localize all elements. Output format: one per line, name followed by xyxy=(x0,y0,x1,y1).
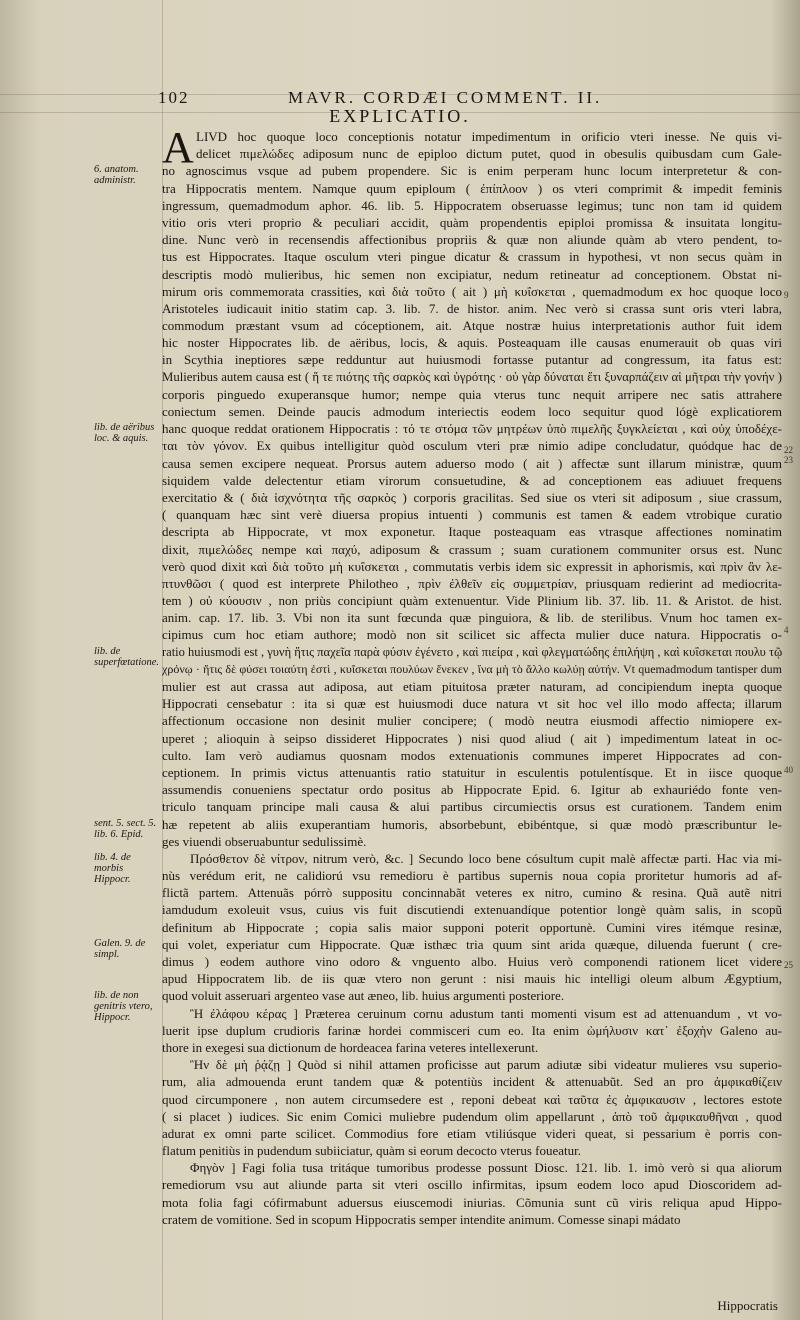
text-line: ται τὸν γόνον. Ex quibus intelligitur quòd osculum vteri præ nimio adipe concludatur, quódque hac de xyxy=(162,438,782,454)
text-line: coniectum semen. Deinde paucis admodum interiectis eodem loco sequitur quod lógè explicatiorem xyxy=(162,404,782,419)
text-line: adurat ex omni parte scilicet. Commodius fore etiam vtiliúsque videri queat, si pessarium è porris con- xyxy=(162,1125,782,1141)
text-line: descriptis modò mulieribus, hic semen non excipiatur, nedum retineatur ad conceptionem. Obstat ni- xyxy=(162,266,782,282)
margin-note: sent. 5. sect. 5. lib. 6. Epid. xyxy=(94,818,157,840)
text-line: luerit ipse duplum crudioris farinæ hordei commisceri cum eo. Ita enim ὠμήλυσιν κατ᾽ ἐξοχὴν Galeno au- xyxy=(162,1022,782,1038)
text-line: hanc quoque reddat orationem Hippocratis : τό τε στόμα τῶν μητρέων ὑπὸ πιμελῆς ξυγκλείεται , καὶ οὐχ ὑποδέχε- xyxy=(162,421,782,437)
edge-mark: 4 xyxy=(784,625,789,635)
text-line: mulier est aut crassa aut adiposa, aut etiam pituitosa præter naturam, ad concipiendum inepta quoque xyxy=(162,679,782,694)
text-line: Πρόσθετον δὲ νίτρον, nitrum verò, &c. ] Secundo loco bene cósultum cupit malè affectæ parti. Hac via mi- xyxy=(190,850,782,866)
text-line: ingressum, quemadmodum aphor. 46. lib. 5. Hippocratem obseruasse legimus; tunc non tam id quidem xyxy=(162,197,782,213)
text-line: Ἢν δὲ μὴ ῥᾴζῃ ] Quòd si nihil attamen proficisse aut parum adiutæ sibi videatur mulieres vsu superio- xyxy=(190,1057,782,1073)
text-line: χρόνῳ · ἥτις δὲ φύσει τοιαύτη ἐστὶ , κυΐσκεται πουλύων ἕνεκεν , ἵνα μὴ τὸ ἄλλο κωλύῃ αὐτήν. Vt quemadmodum tantisper dum xyxy=(162,661,782,676)
text-line: ( quanquam hæc sint verè diuersa propius intuenti ) communis est tamen & eadem vtrobique curatio xyxy=(162,507,782,523)
text-line: uperet ; alioquin à seipso dissideret Hippocrates ) nisi quod aliud ( ait ) impedimentum lateat in oc- xyxy=(162,730,782,746)
text-line: iamdudum exoleuit vsus, cuius vis fuit discutiendi extenuandíque potentior longè quàm salis, in scopũ xyxy=(162,902,782,918)
text-line: LIVD hoc quoque loco conceptionis notatur impedimentum in orificio vteri inesse. Ne quis vi- xyxy=(196,129,782,144)
text-line: verò quod dixit καὶ διὰ τοῦτο μὴ κυΐσκεται , commutatis verbis idem sic expressit in aphorismis, καὶ πρὶν ἂν λε- xyxy=(162,558,782,574)
text-line: dine. Nunc verò in recensendis affectionibus propriis & quæ non aliunde quàm ab vtero pendent, to- xyxy=(162,232,782,248)
text-line: Hippocrati censebatur : ita si quæ est huiusmodi duce natura vt sit hoc vel illo modo affecta; illarum xyxy=(162,696,782,712)
text-line: hic noster Hippocrates lib. de aëribus, locis, & aquis. Posteaquam ille causas enumerauit ob quas viri xyxy=(162,335,782,351)
text-line: rum, alia admouenda erunt tandem quæ & potentiùs incident & attenuabũt. Sed an pro ἀμφικαθίζειν xyxy=(162,1074,782,1090)
text-line: qui volet, experiatur cum Hippocrate. Quæ isthæc tria quum sint arida quæque, diluenda fuerunt ( cre- xyxy=(162,936,782,952)
text-line: tus est Hippocrates. Itaque osculum vteri pingue dicatur & crassum in hypothesi, vt non secus quàm in xyxy=(162,249,782,265)
text-line: cratem de vomitione. Sed in scopum Hippocratis semper intendite animum. Comesse sinapi mádato xyxy=(162,1211,681,1227)
text-line: flictã partem. Attenuãs pórrò suppositu concinnabãt veteres ex nitro, cumino & resina. Quã autẽ nitri xyxy=(162,885,782,901)
catchword: Hippocratis xyxy=(717,1298,778,1313)
text-line: siquidem valde delectentur etiam virorum consuetudine, & ad conceptionem eas adiuuet frequens xyxy=(162,472,782,488)
text-line: no agnoscimus vsque ad pubem propendere. Sic is enim perperam hunc locum interpretetur & con- xyxy=(162,163,782,179)
edge-mark: 22 xyxy=(784,445,793,455)
text-line: anim. cap. 17. lib. 3. Vbi non ita sunt fœcunda quæ pinguiora, & lib. de sterilibus. Vnum hoc tamen ex- xyxy=(162,610,782,626)
text-line: πτυνθῶσι ( quod est interprete Philotheo , πρὶν ἐλθεῖν εἰς συμμετρίαν, priusquam redierint ad mediocrita- xyxy=(162,575,782,591)
text-line: triculo tanquam principe mali causa & alui partibus circumiectis orsus est curationem. Tandem enim xyxy=(162,799,782,815)
text-line: tem ) οὐ κύουσιν , non priùs concipiunt quàm extenuentur. Vide Plinium lib. 37. lib. 11. & Aristot. de hist. xyxy=(162,593,782,609)
margin-note: lib. de superfœtatione. xyxy=(94,646,160,668)
edge-mark: 40 xyxy=(784,765,793,775)
text-line: Aristoteles iudicauit initio statim cap. 3. lib. 7. de histor. anim. Nec verò si crassa sunt oris vteri labra, xyxy=(162,300,782,316)
text-line: cipimus cum hoc etiam authore; modò non sit scilicet sic affecta mulier duce natura. Hippocratis o- xyxy=(162,627,782,643)
text-line: thore in exegesi sua dictionum de hordeacea farina veteres intellexerunt. xyxy=(162,1039,539,1055)
drop-cap: A xyxy=(162,123,194,172)
text-line: in Scythia ineptiores sæpe redduntur aut huiusmodi fortasse putantur ad congressum, ita fatus est: xyxy=(162,352,782,368)
text-line: Φηγὸν ] Fagi folia tusa tritáque tumoribus prodesse possunt Diosc. 121. lib. 1. imò verò si qua aliorum xyxy=(190,1160,782,1176)
text-line: tra Hippocratis mentem. Namque quum epiploum ( ἐπίπλοον ) os vteri comprimit & impedit feminis xyxy=(162,180,782,196)
body-text xyxy=(162,123,782,1228)
edge-mark: 23 xyxy=(784,455,793,465)
margin-note: lib. de aëribus loc. & aquis. xyxy=(94,422,155,445)
page-number: 102 xyxy=(158,88,190,107)
margin-note: Galen. 9. de simpl. xyxy=(94,938,146,961)
text-line: causa semen excipere nequeat. Prorsus autem aduerso modo ( ait ) affectæ sunt illarum ministræ, quum xyxy=(162,455,782,471)
text-line: Ἢ ἐλάφου κέρας ] Præterea ceruinum cornu adustum tanti momenti visum est ad attenuandum , vt vo- xyxy=(190,1005,782,1021)
edge-mark: 25 xyxy=(784,960,793,970)
text-line: culto. Iam verò audiamus quosnam modos extenuationis communes imperet Hippocrates ad con- xyxy=(162,747,782,763)
text-line: ratio huiusmodi est , γυνὴ ἥτις παχεῖα παρὰ φύσιν ἐγένετο , καὶ πιείρα , καὶ φλεγματώδης ἐπιλήψη , καὶ κυΐσκεται πουλυ τῷ xyxy=(162,644,782,659)
text-line: mirum oris commemorata crassities, καὶ διὰ τοῦτο ( ait ) μὴ κυΐσκεται , quemadmodum ex hoc quoque loco xyxy=(162,283,782,299)
text-line: quod circumponere , non autem circumsedere est , reponi debeat καὶ ταῦτα ἐς ἀμφικαυσιν , lectores estote xyxy=(162,1091,782,1107)
text-line: definitum ab Hippocrate ; copia salis maior supponi poterit opportunè. Cumini vires itémque resinæ, xyxy=(162,919,782,935)
text-line: apud Hippocratem lib. de iis quæ vtero non gerunt : nisi mauis hic intelligi oleum album Ægyptium, xyxy=(162,971,782,987)
text-line: ges viuendi obseruabuntur sedulissimè. xyxy=(162,833,367,849)
text-line: assumendis conueniens spectatur ordo positus ab Hippocrate Epid. 6. Igitur ab exhauriédo fonte ven- xyxy=(162,782,782,798)
text-line: exercitatio & ( διὰ ἰσχνότητα τῆς σαρκὸς ) corporis gracilitas. Sed siue os vteri sit adiposum , siue crassum, xyxy=(162,489,782,505)
text-line: mota folia fagi cófirmabunt aduersus eiuscemodi iniurias. Cõmunia sunt cũ viris reliqua apud Hippo- xyxy=(162,1194,782,1210)
text-line: commodum præstant vsum ad cóceptionem, ait. Atque nostræ huius interpretationis author fuit idem xyxy=(162,318,782,334)
text-line: remediorum vsu aut aliunde parta sit vteri oscillo infirmitas, ipsum eodem loco apud Dioscoridem ad- xyxy=(162,1177,782,1193)
text-line: delicet πιμελώδες adiposum nunc de epiploo dictum putet, quod in obesulis quibusdam cum Gale- xyxy=(196,146,782,162)
text-line: dixit, πιμελώδες nempe καὶ παχύ, adiposum & crassum ; suam curationem communiter orsus est. Nunc xyxy=(162,541,782,557)
text-line: flatum penitiùs in pudendum subiiciatur, quàm si eorum decocto vterus foueatur. xyxy=(162,1143,581,1159)
text-line: ( si placet ) iudices. Sic enim Comici muliebre pudendum olim appellarunt , ἀπὸ τοῦ ἀμφικαυθῆναι , quod xyxy=(162,1108,782,1124)
text-line: affectionum occasione non desinit mulier concipere; ( modò neutra eiusmodi affectio nimiopere ex- xyxy=(162,713,782,729)
text-line: descripta ab Hippocrate, vt mox exponetur. Itaque posteaquam eas vtrasque affectiones nominatim xyxy=(162,524,782,540)
edge-mark: 9 xyxy=(784,290,789,300)
margin-note: lib. de non genitris vtero, Hippocr. xyxy=(94,990,153,1023)
text-line: hæ repetent ab aliis exuperantiam humoris, absorbebunt, ebibéntque, si quæ modò præscribuntur le- xyxy=(162,816,782,832)
section-title: EXPLICATIO. xyxy=(329,106,471,126)
text-line: vitio oris vteri proprio & peculiari accidit, quàm propendentis epiploi promissa & insuitata longitu- xyxy=(162,214,782,230)
text-line: dimus ) eodem authore vino odoro & vnguento albo. Huius verò componendi rationem licet videre xyxy=(162,954,782,969)
text-line: quod voluit asseruari argenteo vase aut æneo, lib. huius argumenti posteriore. xyxy=(162,988,565,1004)
running-title: MAVR. CORDÆI COMMENT. II. xyxy=(288,88,603,107)
text-line: ceptionem. In primis victus attenuantis ratio statuitur in esculentis potulentísque. Et in iisce quoque xyxy=(162,764,782,780)
text-line: corporis pinguedo exuperansque humor; nempe quia vterus tunc nequit arripere nec satis attrahere xyxy=(162,386,782,402)
text-line: nùs verédum erit, ne calidiorú vsu remedioru è partibus supernis noua copia proritetur humoris ad af- xyxy=(162,868,782,884)
margin-note: lib. 4. de morbis Hippocr. xyxy=(94,852,131,886)
margin-note: 6. anatom. administr. xyxy=(94,164,139,187)
text-line: Mulieribus autem causa est ( ἥ τε πιότης τῆς σαρκὸς καὶ ὑγρότης · οὐ γὰρ δύναται ἔτι ξυναρπάζειν αἱ μῆτραι τὴν γονήν ) xyxy=(162,369,782,384)
